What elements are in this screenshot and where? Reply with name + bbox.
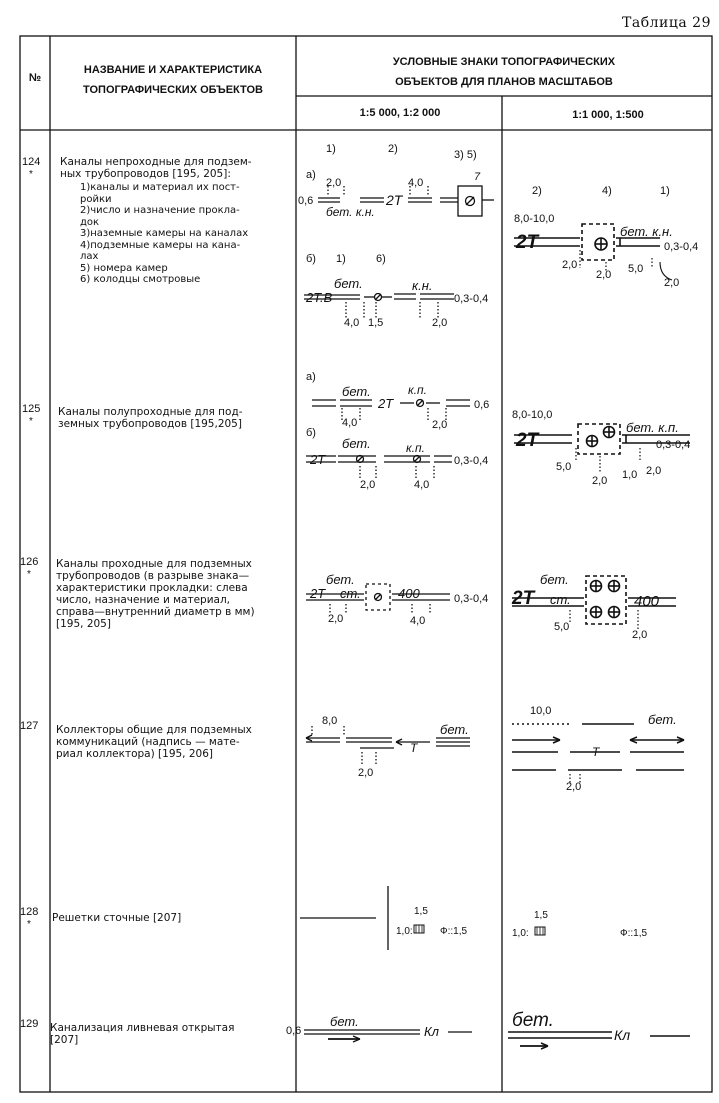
row-num-124: 124 * bbox=[22, 156, 41, 180]
r128-a-dim-15: 1,5 bbox=[414, 906, 428, 917]
r124-dim-40: 4,0 bbox=[408, 177, 424, 189]
r127-big-dim-20: 2,0 bbox=[566, 781, 582, 793]
r126-big-st: ст. bbox=[550, 592, 571, 607]
r124-lbl-bet-kn: бет. к.н. bbox=[326, 205, 375, 219]
r129-lbl-bet: бет. bbox=[330, 1014, 359, 1029]
r128-b-dim-f: Ф::1,5 bbox=[620, 928, 648, 939]
r124-dim-15: 1,5 bbox=[368, 317, 384, 329]
r124-big-lbl: бет. к.н. bbox=[620, 224, 673, 239]
header-name-col: НАЗВАНИЕ И ХАРАКТЕРИСТИКА ТОПОГРАФИЧЕСКИХ ОБЪЕКТОВ bbox=[83, 64, 263, 96]
r126-lbl-st: ст. bbox=[340, 586, 361, 601]
r124-big-dim-20b: 2,0 bbox=[596, 269, 612, 281]
table-label: Таблица 29 bbox=[622, 15, 711, 31]
r125-dim-20: 2,0 bbox=[432, 419, 448, 431]
r126-big-400: 400 bbox=[634, 593, 660, 610]
r126-lbl-bet: бет. bbox=[326, 572, 355, 587]
r129-b-symbol bbox=[508, 1032, 690, 1049]
r126-big-dim-20: 2,0 bbox=[632, 629, 648, 641]
header-signs-col: УСЛОВНЫЕ ЗНАКИ ТОПОГРАФИЧЕСКИХ ОБЪЕКТОВ ДЛЯ ПЛАНОВ МАСШТАБОВ bbox=[392, 56, 616, 88]
r124-sub-a: а) bbox=[306, 169, 316, 181]
r128-a-symbol bbox=[300, 886, 424, 950]
r128-b-dim-15: 1,5 bbox=[534, 910, 548, 921]
row-128-description: Решетки сточные [207] bbox=[52, 912, 182, 924]
r124-lbl-kn: к.н. bbox=[412, 278, 433, 293]
row-num-129: 129 bbox=[20, 1018, 39, 1030]
r126-dim-40: 4,0 bbox=[410, 615, 426, 627]
r124-big-dim-810: 8,0-10,0 bbox=[514, 213, 555, 225]
r127-big-t: Т bbox=[592, 745, 600, 759]
r124-mark-35: 3) 5) bbox=[454, 149, 477, 161]
r124-mark-b6: 6) bbox=[376, 253, 386, 265]
r124-big-dim-03: 0,3-0,4 bbox=[664, 241, 699, 253]
r124-mark-1: 1) bbox=[326, 143, 336, 155]
r129-big-kl: Кл bbox=[614, 1027, 631, 1043]
r126-a-symbol bbox=[306, 584, 450, 614]
r127-dim-80: 8,0 bbox=[322, 715, 338, 727]
r124-dim-b40: 4,0 bbox=[344, 317, 360, 329]
r128-a-dim-10: 1,0: bbox=[396, 926, 413, 937]
r125-dim-40: 4,0 bbox=[342, 417, 358, 429]
r124-dim-b20: 2,0 bbox=[432, 317, 448, 329]
r124-big-dim-50: 5,0 bbox=[628, 263, 644, 275]
r125-big-dim-03: 0,3-0,4 bbox=[656, 439, 691, 451]
r128-b-symbol bbox=[535, 927, 545, 935]
header-num: № bbox=[28, 72, 42, 84]
row-126-description: Каналы проходные для подземных трубопроводов (в разрыве знака— характеристики прокладки: слева число, назначение и материал, справа—внутренний диаметр в мм) [195, 205] bbox=[56, 558, 255, 630]
r129-lbl-kl: Кл bbox=[424, 1024, 439, 1039]
r125-big-2t: 2Т bbox=[516, 430, 539, 451]
r124-dim-20: 2,0 bbox=[326, 177, 342, 189]
r125-lbl-kp-b: к.п. bbox=[406, 441, 425, 455]
r125-dim-06: 0,6 bbox=[474, 399, 490, 411]
r124-big-mark-4: 4) bbox=[602, 185, 612, 197]
r126-lbl-2t: 2Т bbox=[310, 586, 326, 601]
row-num-126: 126 * bbox=[20, 556, 39, 580]
r125-sub-b: б) bbox=[306, 427, 316, 439]
r124-big-mark-1: 1) bbox=[660, 185, 670, 197]
r128-a-dim-f: Ф::1,5 bbox=[440, 926, 468, 937]
r124-dim-06: 0,6 bbox=[298, 195, 314, 207]
row-124-description: Каналы непроходные для подзем- ных трубопроводов [195, 205]: 1)каналы и материал их пост- ройки 2)число и назначение прокла- док 3)наземные камеры на каналах 4)подземные камеры на кана- лах 5) номера камер 6) колодцы смотровые bbox=[60, 156, 252, 285]
r124-lbl-2tv: 2Т.В bbox=[306, 290, 333, 305]
r126-dim-03: 0,3-0,4 bbox=[454, 593, 489, 605]
r126-dim-20: 2,0 bbox=[328, 613, 344, 625]
r129-dim-06: 0,6 bbox=[286, 1025, 302, 1037]
r125-sub-a: а) bbox=[306, 371, 316, 383]
r125-big-dim-10: 1,0 bbox=[622, 469, 638, 481]
r125-big-dim-20b: 2,0 bbox=[646, 465, 662, 477]
r124-lbl-2t: 2Т bbox=[386, 192, 403, 208]
r124-big-dim-20c: 2,0 bbox=[664, 277, 680, 289]
r129-big-bet: бет. bbox=[512, 1010, 554, 1031]
row-129-description: Канализация ливневая открытая [207] bbox=[50, 1022, 235, 1046]
r128-b-dim-10: 1,0: bbox=[512, 928, 529, 939]
r126-big-bet: бет. bbox=[540, 572, 569, 587]
r125-big-dim-20a: 2,0 bbox=[592, 475, 608, 487]
r127-big-dim-10: 10,0 bbox=[530, 705, 552, 717]
r124-sub-b: б) bbox=[306, 253, 316, 265]
header-scale-a: 1:5 000, 1:2 000 bbox=[359, 107, 441, 119]
r124-mark-7: 7 bbox=[474, 171, 481, 183]
header-scale-b: 1:1 000, 1:500 bbox=[572, 109, 644, 121]
row-127-description: Коллекторы общие для подземных коммуникаций (надпись — мате- риал коллектора) [195, 206] bbox=[56, 724, 252, 760]
r124-big-2t: 2Т bbox=[516, 232, 539, 253]
r127-big-bet: бет. bbox=[648, 712, 677, 727]
r124-mark-b1: 1) bbox=[336, 253, 346, 265]
r124-big-mark-2: 2) bbox=[532, 185, 542, 197]
row-num-128: 128 * bbox=[20, 906, 39, 930]
r125-big-dim-810: 8,0-10,0 bbox=[512, 409, 553, 421]
r125-lbl-2t: 2Т bbox=[378, 396, 394, 411]
r124-big-dim-20a: 2,0 bbox=[562, 259, 578, 271]
r124-lbl-bet: бет. bbox=[334, 276, 363, 291]
r126-big-2t: 2Т bbox=[512, 588, 535, 609]
r125-lbl-bet-b: бет. bbox=[342, 436, 371, 451]
r125-lbl-2t-b: 2Т bbox=[310, 452, 326, 467]
r125-big-dim-50: 5,0 bbox=[556, 461, 572, 473]
r124-mark-2: 2) bbox=[388, 143, 398, 155]
r125-dim-b20: 2,0 bbox=[360, 479, 376, 491]
r125-b-symbol bbox=[306, 456, 452, 479]
r127-lbl-t: Т bbox=[410, 741, 418, 755]
row-num-127: 127 bbox=[20, 720, 39, 732]
r125-lbl-kp: к.п. bbox=[408, 383, 427, 397]
r125-dim-03: 0,3-0,4 bbox=[454, 455, 489, 467]
r125-lbl-bet: бет. bbox=[342, 384, 371, 399]
r126-lbl-400: 400 bbox=[398, 586, 420, 601]
row-num-125: 125 * bbox=[22, 403, 41, 427]
r124-dim-03: 0,3-0,4 bbox=[454, 293, 489, 305]
row-125-description: Каналы полупроходные для под- земных трубопроводов [195,205] bbox=[58, 406, 243, 430]
r125-big-lbl: бет. к.п. bbox=[626, 420, 679, 435]
r127-lbl-bet: бет. bbox=[440, 722, 469, 737]
r127-dim-20: 2,0 bbox=[358, 767, 374, 779]
r126-big-dim-50: 5,0 bbox=[554, 621, 570, 633]
r129-a-symbol bbox=[304, 1030, 472, 1042]
r125-dim-b40: 4,0 bbox=[414, 479, 430, 491]
